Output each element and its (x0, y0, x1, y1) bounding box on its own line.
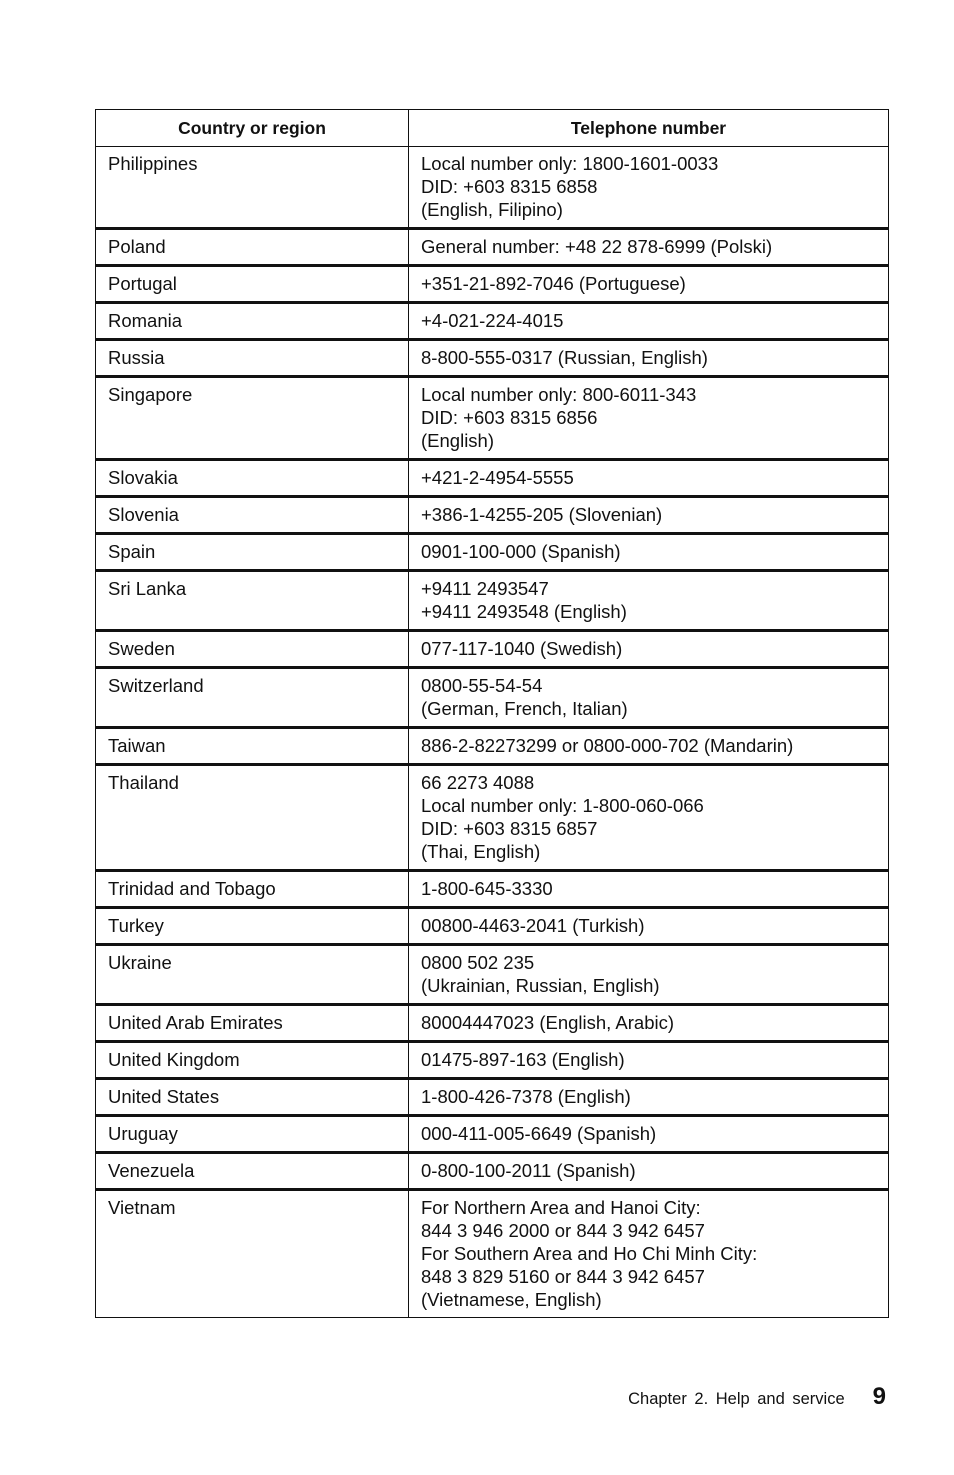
telephone-line: (Ukrainian, Russian, English) (421, 975, 660, 996)
country-cell: Singapore (96, 377, 409, 460)
country-cell: Switzerland (96, 668, 409, 728)
country-cell: Romania (96, 303, 409, 340)
telephone-line: 844 3 946 2000 or 844 3 942 6457 (421, 1220, 705, 1241)
country-cell: Slovakia (96, 460, 409, 497)
telephone-line: DID: +603 8315 6856 (421, 407, 598, 428)
telephone-line: 0901-100-000 (Spanish) (421, 541, 621, 562)
header-telephone: Telephone number (409, 110, 889, 147)
country-cell: Vietnam (96, 1190, 409, 1318)
country-cell: Turkey (96, 908, 409, 945)
telephone-line: (Thai, English) (421, 841, 541, 862)
table-body (96, 147, 889, 1318)
telephone-cell (409, 1042, 889, 1079)
telephone-line: For Northern Area and Hanoi City: (421, 1197, 701, 1218)
telephone-line: 01475-897-163 (English) (421, 1049, 625, 1070)
country-cell: Sri Lanka (96, 571, 409, 631)
telephone-cell (409, 871, 889, 908)
country-cell: Trinidad and Tobago (96, 871, 409, 908)
table-row (96, 340, 889, 377)
country-cell: Thailand (96, 765, 409, 871)
country-cell: United States (96, 1079, 409, 1116)
table-row (96, 1190, 889, 1318)
telephone-line: (English, Filipino) (421, 199, 563, 220)
telephone-line: 0-800-100-2011 (Spanish) (421, 1160, 636, 1181)
telephone-line: 000-411-005-6649 (Spanish) (421, 1123, 657, 1144)
table-row (96, 728, 889, 765)
telephone-line: 1-800-426-7378 (English) (421, 1086, 631, 1107)
telephone-line: 66 2273 4088 (421, 772, 535, 793)
telephone-line: Local number only: 1-800-060-066 (421, 795, 704, 816)
telephone-line: +4-021-224-4015 (421, 310, 564, 331)
country-cell: Portugal (96, 266, 409, 303)
table-row (96, 1079, 889, 1116)
telephone-cell (409, 571, 889, 631)
telephone-line: +9411 2493547 (421, 578, 549, 599)
telephone-cell (409, 765, 889, 871)
telephone-cell (409, 728, 889, 765)
telephone-line: 077-117-1040 (Swedish) (421, 638, 623, 659)
telephone-cell (409, 668, 889, 728)
table-row (96, 908, 889, 945)
telephone-cell (409, 945, 889, 1005)
telephone-cell (409, 1116, 889, 1153)
telephone-line: (German, French, Italian) (421, 698, 628, 719)
table-row (96, 1042, 889, 1079)
country-cell: Spain (96, 534, 409, 571)
telephone-cell (409, 266, 889, 303)
table-row (96, 1116, 889, 1153)
telephone-cell (409, 908, 889, 945)
table-row (96, 147, 889, 229)
telephone-line: +9411 2493548 (English) (421, 601, 627, 622)
table-row (96, 631, 889, 668)
table-row (96, 571, 889, 631)
country-cell: Philippines (96, 147, 409, 229)
telephone-cell (409, 229, 889, 266)
telephone-cell (409, 1153, 889, 1190)
telephone-cell (409, 1190, 889, 1318)
country-cell: Taiwan (96, 728, 409, 765)
country-cell: Uruguay (96, 1116, 409, 1153)
telephone-line: 886-2-82273299 or 0800-000-702 (Mandarin) (421, 735, 794, 756)
telephone-cell (409, 303, 889, 340)
table-row (96, 1153, 889, 1190)
country-cell: Sweden (96, 631, 409, 668)
telephone-line: Local number only: 800-6011-343 (421, 384, 697, 405)
country-cell: Russia (96, 340, 409, 377)
header-country: Country or region (96, 110, 409, 147)
table-row (96, 945, 889, 1005)
country-cell: United Arab Emirates (96, 1005, 409, 1042)
telephone-line: 00800-4463-2041 (Turkish) (421, 915, 645, 936)
table-header-row (96, 110, 889, 147)
telephone-line: 0800 502 235 (421, 952, 535, 973)
telephone-cell (409, 631, 889, 668)
table-row (96, 871, 889, 908)
table-row (96, 266, 889, 303)
telephone-line: 8-800-555-0317 (Russian, English) (421, 347, 708, 368)
support-phone-table (95, 109, 889, 1318)
country-cell: Venezuela (96, 1153, 409, 1190)
country-cell: United Kingdom (96, 1042, 409, 1079)
country-cell: Poland (96, 229, 409, 266)
telephone-line: For Southern Area and Ho Chi Minh City: (421, 1243, 758, 1264)
telephone-cell (409, 497, 889, 534)
telephone-cell (409, 340, 889, 377)
telephone-line: General number: +48 22 878-6999 (Polski) (421, 236, 773, 257)
telephone-cell (409, 460, 889, 497)
telephone-line: +386-1-4255-205 (Slovenian) (421, 504, 663, 525)
table-row (96, 765, 889, 871)
table-row (96, 303, 889, 340)
telephone-line: (Vietnamese, English) (421, 1289, 602, 1310)
telephone-cell (409, 1079, 889, 1116)
table-row (96, 377, 889, 460)
telephone-cell (409, 1005, 889, 1042)
telephone-line: 1-800-645-3330 (421, 878, 553, 899)
table-row (96, 460, 889, 497)
table-row (96, 668, 889, 728)
telephone-line: +351-21-892-7046 (Portuguese) (421, 273, 686, 294)
telephone-line: 0800-55-54-54 (421, 675, 543, 696)
telephone-line: +421-2-4954-5555 (421, 467, 574, 488)
telephone-line: DID: +603 8315 6857 (421, 818, 598, 839)
country-cell: Slovenia (96, 497, 409, 534)
table-row (96, 229, 889, 266)
telephone-line: Local number only: 1800-1601-0033 (421, 153, 719, 174)
table-row (96, 497, 889, 534)
telephone-line: DID: +603 8315 6858 (421, 176, 598, 197)
page-number: 9 (872, 1383, 886, 1410)
table-row (96, 534, 889, 571)
page-footer (628, 1383, 886, 1411)
telephone-cell (409, 534, 889, 571)
chapter-title: Chapter 2. Help and service (628, 1390, 845, 1408)
telephone-line: (English) (421, 430, 494, 451)
telephone-line: 848 3 829 5160 or 844 3 942 6457 (421, 1266, 705, 1287)
telephone-cell (409, 377, 889, 460)
telephone-cell (409, 147, 889, 229)
country-cell: Ukraine (96, 945, 409, 1005)
telephone-line: 80004447023 (English, Arabic) (421, 1012, 675, 1033)
table-row (96, 1005, 889, 1042)
